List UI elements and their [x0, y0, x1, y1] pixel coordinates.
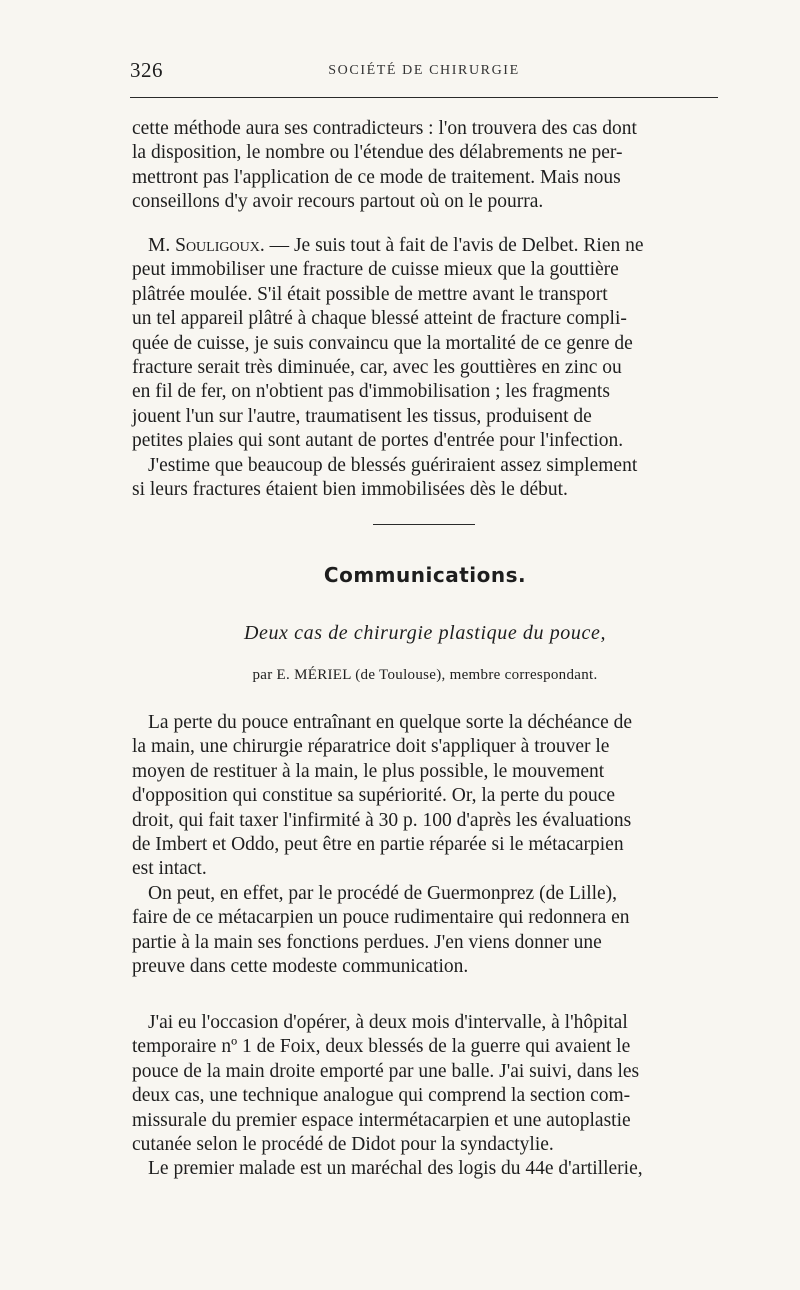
text-line: preuve dans cette modeste communication. — [132, 956, 469, 978]
text-line: de Imbert et Oddo, peut être en partie réparée si le métacarpien — [132, 834, 624, 856]
section-separator — [373, 524, 475, 525]
souligoux-remarks — [132, 234, 718, 502]
page-header — [130, 58, 718, 88]
text-line: petites plaies qui sont autant de portes d'entrée pour l'infection. — [132, 430, 624, 452]
text-line — [132, 234, 718, 258]
text-line: conseillons d'y avoir recours partout où on le pourra. — [132, 191, 544, 213]
text-line: si leurs fractures étaient bien immobilisées dès le début. — [132, 479, 568, 501]
text-line: peut immobiliser une fracture de cuisse mieux que la gouttière — [132, 259, 619, 281]
text-line: moyen de restituer à la main, le plus possible, le mouvement — [132, 760, 605, 782]
text-line: fracture serait très diminuée, car, avec les gouttières en zinc ou — [132, 357, 622, 379]
article-byline: par E. MÉRIEL (de Toulouse), membre correspondant. — [252, 667, 598, 683]
continued-paragraph — [132, 117, 718, 215]
text-line: partie à la main ses fonctions perdues. J'en viens donner une — [132, 931, 602, 953]
speaker-name: Souligoux — [175, 235, 260, 256]
text-line: jouent l'un sur l'autre, traumatisent les tissus, produisent de — [132, 405, 592, 427]
running-title: SOCIÉTÉ DE CHIRURGIE — [328, 63, 520, 78]
text-line: d'opposition qui constitue sa supériorité. Or, la perte du pouce — [132, 785, 616, 807]
text-line: deux cas, une technique analogue qui comprend la section com- — [132, 1085, 631, 1107]
section-heading: Communications. — [323, 563, 527, 587]
text-line: temporaire nº 1 de Foix, deux blessés de la guerre qui avaient le — [132, 1036, 631, 1058]
text-line: la main, une chirurgie réparatrice doit s'appliquer à trouver le — [132, 736, 610, 758]
page-number: 326 — [130, 58, 163, 82]
first-line-rest: . — Je suis tout à fait de l'avis de Delbet. Rien ne — [259, 235, 644, 256]
text-line: un tel appareil plâtré à chaque blessé atteint de fracture compli- — [132, 308, 627, 330]
text-line: plâtrée moulée. S'il était possible de mettre avant le transport — [132, 283, 608, 305]
text-line: missurale du premier espace intermétacarpien et une autoplastie — [132, 1109, 631, 1131]
text-line: On peut, en effet, par le procédé de Guermonprez (de Lille), — [148, 882, 618, 904]
article-intro — [132, 711, 718, 979]
speaker-prefix: M. — [148, 235, 176, 256]
text-line: J'ai eu l'occasion d'opérer, à deux mois d'intervalle, à l'hôpital — [148, 1012, 628, 1033]
text-line: droit, qui fait taxer l'infirmité à 30 p. 100 d'après les évaluations — [132, 809, 632, 831]
text-line: Le premier malade est un maréchal des logis du 44e d'artillerie, — [148, 1158, 643, 1180]
text-line: mettront pas l'application de ce mode de traitement. Mais nous — [132, 166, 621, 188]
text-line: La perte du pouce entraînant en quelque sorte la déchéance de — [148, 712, 633, 733]
article-title: Deux cas de chirurgie plastique du pouce, — [243, 622, 607, 644]
text-line: la disposition, le nombre ou l'étendue des délabrements ne per- — [132, 142, 623, 164]
text-line: est intact. — [132, 858, 207, 880]
text-line: en fil de fer, on n'obtient pas d'immobilisation ; les fragments — [132, 381, 610, 403]
text-line: cette méthode aura ses contradicteurs : l'on trouvera des cas dont — [132, 118, 637, 139]
text-line: cutanée selon le procédé de Didot pour la syndactylie. — [132, 1134, 554, 1156]
header-rule — [130, 97, 718, 98]
text-line: faire de ce métacarpien un pouce rudimentaire qui redonnera en — [132, 907, 630, 929]
text-line: J'estime que beaucoup de blessés guériraient assez simplement — [148, 454, 638, 476]
article-body — [132, 1011, 718, 1182]
text-line: pouce de la main droite emporté par une balle. J'ai suivi, dans les — [132, 1060, 640, 1082]
text-line: quée de cuisse, je suis convaincu que la mortalité de ce genre de — [132, 332, 633, 354]
